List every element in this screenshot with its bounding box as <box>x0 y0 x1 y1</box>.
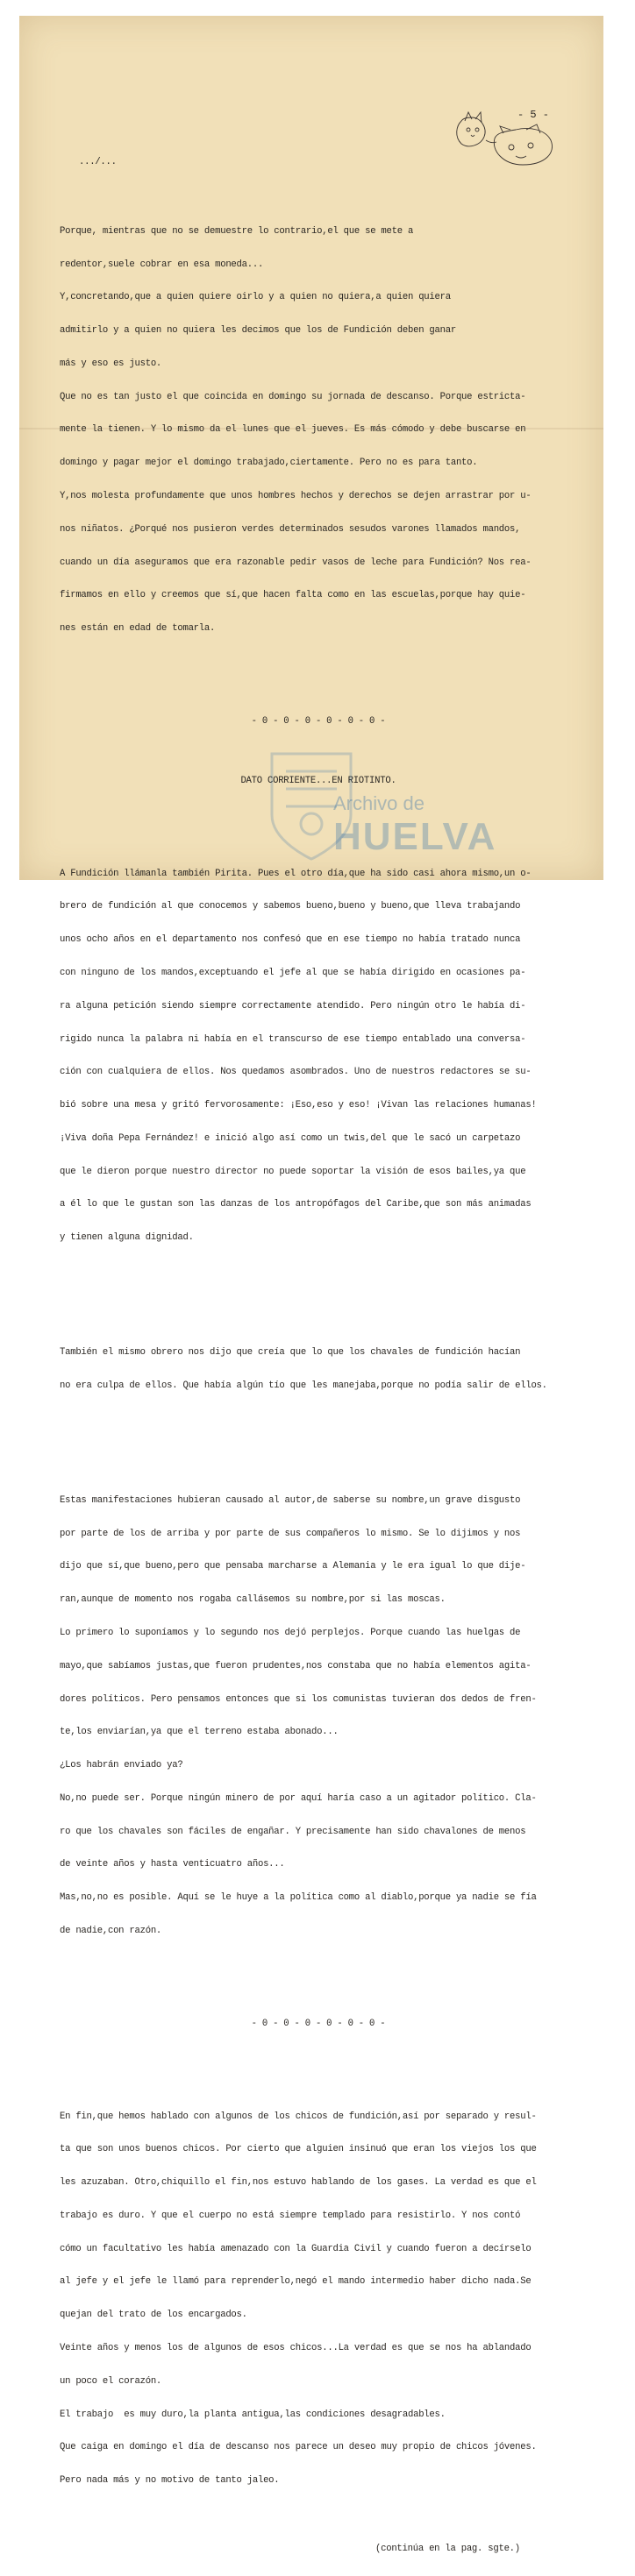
text-line: firmamos en ello y creemos que sí,que hacen falta como en las escuelas,porque hay quie- <box>60 590 526 601</box>
text-line: mayo,que sabíamos justas,que fueron prudentes,nos constaba que no había elementos agita- <box>60 1660 532 1671</box>
text-line: En fin,que hemos hablado con algunos de los chicos de fundición,así por separado y resul- <box>60 2111 537 2122</box>
text-line: brero de fundición al que conocemos y sabemos bueno,bueno y bueno,que lleva trabajando <box>60 901 521 912</box>
text-line: dores políticos. Pero pensamos entonces que si los comunistas tuvieran dos dedos de fren- <box>60 1693 537 1705</box>
text-line: trabajo es duro. Y que el cuerpo no está siempre templado para resistirlo. Y nos contó <box>60 2210 521 2221</box>
closing-paragraph <box>60 2089 577 2509</box>
text-line: Mas,no,no es posible. Aquí se le huye a la política como al diablo,porque ya nadie se fía <box>60 1892 537 1904</box>
text-line: A Fundición llámanla también Pirita. Pues el otro día,que ha sido casi ahora mismo,un o- <box>60 868 532 879</box>
section-separator: - 0 - 0 - 0 - 0 - 0 - 0 - <box>251 2018 386 2029</box>
text-line: ta que son unos buenos chicos. Por cierto que alguien insinuó que eran los viejos los que <box>60 2144 537 2155</box>
section-paragraph <box>60 1325 577 1414</box>
watermark-text-line2: HUELVA <box>333 815 497 858</box>
section-paragraph <box>60 846 577 1266</box>
text-line: admitirlo y a quien no quiera les decimos que los de Fundición deben ganar <box>60 325 456 337</box>
text-line: ra alguna petición siendo siempre correctamente atendido. Pero ningún otro le había di- <box>60 1000 526 1011</box>
text-line: cuando un día aseguramos que era razonable pedir vasos de leche para Fundición? Nos rea- <box>60 557 532 568</box>
text-line: bió sobre una mesa y gritó fervorosamente: ¡Eso,eso y eso! ¡Vivan las relaciones humanas! <box>60 1100 537 1111</box>
text-line: Pero nada más y no motivo de tanto jaleo. <box>60 2475 280 2487</box>
text-line: un poco el corazón. <box>60 2375 162 2387</box>
text-line: domingo y pagar mejor el domingo trabajado,ciertamente. Pero no es para tanto. <box>60 458 478 469</box>
text-line: ción con cualquiera de ellos. Nos quedamos asombrados. Uno de nuestros redactores se su- <box>60 1067 532 1078</box>
text-line: más y eso es justo. <box>60 358 162 369</box>
text-line: y tienen alguna dignidad. <box>60 1232 194 1244</box>
text-line: Veinte años y menos los de algunos de esos chicos...La verdad es que se nos ha ablandado <box>60 2342 532 2353</box>
text-line: de veinte años y hasta venticuatro años... <box>60 1859 285 1870</box>
text-line: dijo que sí,que bueno,pero que pensaba marcharse a Alemania y le era igual lo que dije- <box>60 1561 526 1572</box>
text-line: ¡Viva doña Pepa Fernández! e inició algo así como un twis,del que le sacó un carpetazo <box>60 1132 521 1144</box>
text-line: También el mismo obrero nos dijo que creía que lo que los chavales de fundición hacían <box>60 1347 521 1359</box>
text-line: que le dieron porque nuestro director no puede soportar la visión de esos bailes,ya que <box>60 1166 526 1177</box>
watermark-text-line1: Archivo de <box>333 792 425 814</box>
text-line: de nadie,con razón. <box>60 1926 162 1936</box>
text-line: quejan del trato de los encargados. <box>60 2310 247 2321</box>
text-line: Y,nos molesta profundamente que unos hombres hechos y derechos se dejen arrastrar por u- <box>60 491 532 501</box>
text-line: mente la tienen. Y lo mismo da el lunes que el jueves. Es más cómodo y debe buscarse en <box>60 424 526 436</box>
text-line: con ninguno de los mandos,exceptuando el jefe al que se había dirigido en ocasiones pa- <box>60 967 526 978</box>
text-line: ro que los chavales son fáciles de engañar. Y precisamente han sido chavalones de menos <box>60 1826 526 1837</box>
text-line: a él lo que le gustan son las danzas de los antropófagos del Caribe,que son más animadas <box>60 1199 532 1210</box>
section-paragraph <box>60 1473 577 1959</box>
section-separator: - 0 - 0 - 0 - 0 - 0 - 0 - <box>251 715 386 727</box>
intro-paragraph <box>60 204 577 656</box>
text-line: nos niñatos. ¿Porqué nos pusieron verdes determinados sesudos varones llamados mandos, <box>60 523 521 535</box>
section-title: DATO CORRIENTE...EN RIOTINTO. <box>240 775 396 786</box>
continuation-note: (continúa en la pag. sgte.) <box>375 2543 520 2554</box>
text-line: cómo un facultativo les había amenazado con la Guardia Civil y cuando fueron a decírselo <box>60 2243 532 2254</box>
text-line: nes están en edad de tomarla. <box>60 623 216 635</box>
text-line: Que caiga en domingo el día de descanso nos parece un deseo muy propio de chicos jóvenes. <box>60 2442 537 2453</box>
continuation-mark: .../... <box>79 157 117 168</box>
text-line: Y,concretando,que a quien quiere oirlo y a quien no quiera,a quien quiera <box>60 292 451 303</box>
page-number: - 5 - <box>517 109 550 121</box>
document-body <box>60 135 577 2576</box>
text-line: unos ocho años en el departamento nos confesó que en ese tiempo no había tratado nunca <box>60 934 521 946</box>
text-line: ran,aunque de momento nos rogaba callásemos su nombre,por si las moscas. <box>60 1594 446 1606</box>
text-line: El trabajo es muy duro,la planta antigua,las condiciones desagradables. <box>60 2409 446 2420</box>
text-line: les azuzaban. Otro,chiquillo el fin,nos estuvo hablando de los gases. La verdad es que el <box>60 2177 537 2189</box>
text-line: por parte de los de arriba y por parte de sus compañeros lo mismo. Se lo dijimos y nos <box>60 1528 521 1539</box>
text-line: Lo primero lo suponíamos y lo segundo nos dejó perplejos. Porque cuando las huelgas de <box>60 1627 521 1638</box>
text-line: Que no es tan justo el que coincida en domingo su jornada de descanso. Porque estricta- <box>60 391 526 402</box>
text-line: Porque, mientras que no se demuestre lo contrario,el que se mete a <box>60 225 414 237</box>
text-line: ¿Los habrán enviado ya? <box>60 1760 183 1771</box>
text-line: No,no puede ser. Porque ningún minero de por aquí haría caso a un agitador político. Cla- <box>60 1792 537 1804</box>
text-line: te,los enviarían,ya que el terreno estaba abonado... <box>60 1727 339 1738</box>
text-line: al jefe y el jefe le llamó para reprenderlo,negó el mando intermedio haber dicho nada.Se <box>60 2276 532 2288</box>
text-line: redentor,suele cobrar en esa moneda... <box>60 259 264 270</box>
text-line: Estas manifestaciones hubieran causado al autor,de saberse su nombre,un grave disgusto <box>60 1494 521 1506</box>
text-line: rigido nunca la palabra ni había en el transcurso de ese tiempo entablado una conversa- <box>60 1033 526 1045</box>
text-line: no era culpa de ellos. Que había algún tío que les manejaba,porque no podía salir de ellos. <box>60 1380 547 1391</box>
